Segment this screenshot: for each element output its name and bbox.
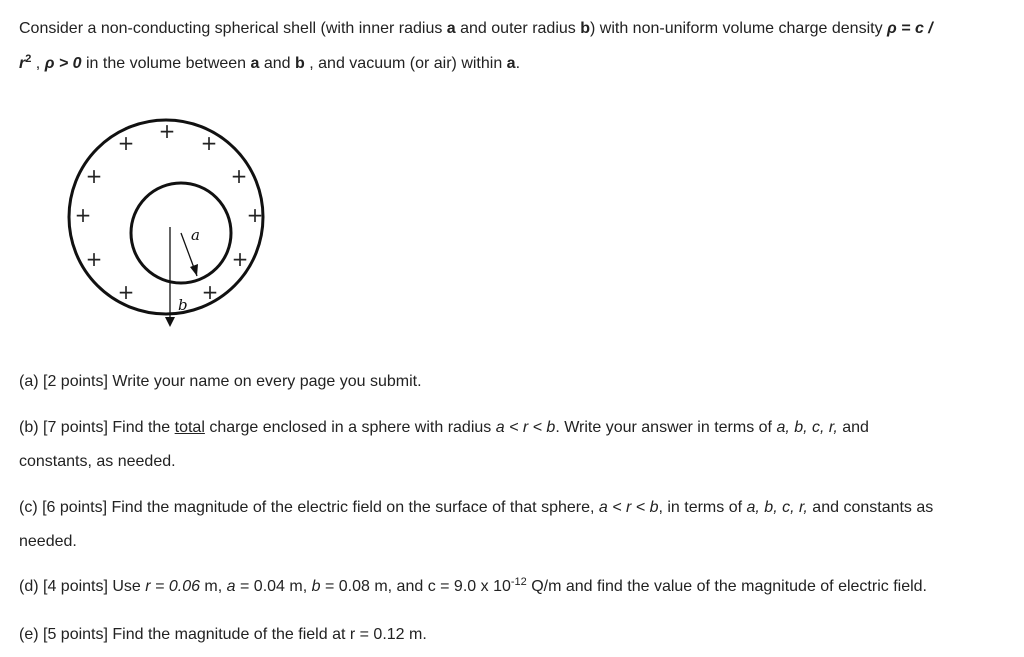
question-b: (b) [7 points] Find the total charge enclosed in a sphere with radius a < r < b. Write your answer in terms of a, b, c, r, and — [19, 419, 869, 436]
outer-sphere — [69, 120, 263, 314]
plus-sign: + — [117, 280, 135, 304]
plus-sign: + — [74, 203, 92, 227]
var-b: b — [580, 20, 590, 37]
plus-sign: + — [201, 280, 219, 304]
rho-condition: ρ > 0 — [44, 55, 82, 72]
question-c: (c) [6 points] Find the magnitude of the electric field on the surface of that sphere, a < r < b, in terms of a, b, c, r, and constants as — [19, 499, 934, 516]
label-a: a — [191, 226, 200, 244]
plus-sign: + — [85, 247, 103, 271]
spherical-shell-figure — [60, 100, 290, 332]
question-b-line-2: constants, as needed. — [19, 453, 176, 470]
var-a: a — [446, 20, 456, 37]
rho-expression: ρ = c / — [887, 20, 933, 37]
plus-sign: + — [117, 131, 135, 155]
plus-sign: + — [158, 119, 176, 143]
intro-line-2: $r^2$ , ρ > 0 in the volume between a and b , and vacuum (or air) within a. — [19, 53, 521, 72]
question-a: (a) [2 points] Write your name on every page you submit. — [19, 373, 422, 390]
underlined-total: total — [174, 419, 205, 436]
plus-sign: + — [230, 164, 248, 188]
radius-a-arrowhead — [190, 264, 198, 276]
plus-sign: + — [231, 247, 249, 271]
plus-sign: + — [246, 203, 264, 227]
plus-sign: + — [85, 164, 103, 188]
question-e: (e) [5 points] Find the magnitude of the field at r = 0.12 m. — [19, 626, 427, 643]
question-d: (d) [4 points] Use r = 0.06 m, a = 0.04 m, b = 0.08 m, and c = 9.0 x $10^{-12}$ Q/m and find the value of the magnitude of electric field. — [19, 576, 927, 595]
label-b: b — [178, 296, 188, 314]
radius-b-arrowhead — [165, 317, 175, 327]
intro-line-1: Consider a non-conducting spherical shell (with inner radius a and outer radius b) with non-uniform volume charge density ρ = c / — [19, 20, 933, 37]
question-c-line-2: needed. — [19, 533, 77, 550]
plus-sign: + — [200, 131, 218, 155]
